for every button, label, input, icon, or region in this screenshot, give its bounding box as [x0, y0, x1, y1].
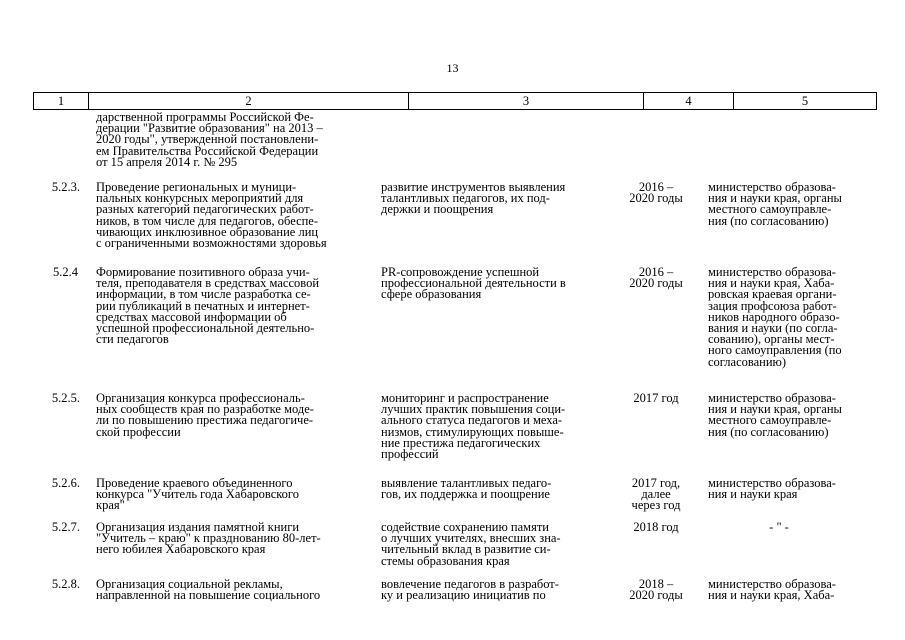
row-action: Проведение региональных и муници- пальных конкурсных мероприятий для разных категорий педагогических работ- ников, в том числе для педагогов, обеспе- чивающих инклюзивное образование лиц с ограниченными возможностями здоровья — [96, 180, 327, 251]
row-term: 2017 год — [633, 391, 679, 405]
row-result: содействие сохранению памяти о лучших учителях, внесших зна- чительный вклад в развитие си- стемы образования края — [381, 520, 561, 568]
row-action: Организация социальной рекламы, направленной на повышение социального — [96, 577, 321, 603]
row-action: Проведение краевого объединенного конкурса "Учитель года Хабаровского края" — [96, 476, 300, 513]
row-number: 5.2.8. — [51, 577, 80, 591]
row-executor: министерство образова- ния и науки края, Хаба- ровская краевая органи- зация профсоюза работ- ников народного образо- вания и науки (по согла- сованию), органы мест- ного самоуправления (по согласованию) — [708, 265, 842, 369]
row-executor: министерство образова- ния и науки края, органы местного самоуправле- ния (по согласованию) — [708, 391, 842, 439]
header-col-4: 4 — [644, 93, 734, 109]
row-action: Организация конкурса профессиональ- ных сообществ края по разработке моде- ли по повышению престижа педагогиче- ской профессии — [96, 391, 314, 439]
row-result: выявление талантливых педаго- гов, их поддержка и поощрение — [381, 476, 552, 502]
row-result: PR-сопровождение успешной профессиональной деятельности в сфере образования — [381, 265, 566, 302]
row-number: 5.2.3. — [51, 180, 80, 194]
row-term: 2017 год, далее через год — [631, 476, 681, 513]
continuation-text: дарственной программы Российской Фе- дерации "Развитие образования" на 2013 – 2020 годы", утвержденной постановлени- ем Правительства Российской Федерации от 15 апреля 2014 г. № 295 — [96, 110, 323, 169]
table-header-row — [33, 92, 877, 110]
row-term: 2018 год — [633, 520, 679, 534]
row-action: Организация издания памятной книги "Учитель – краю" к празднованию 80-лет- него юбилея Хабаровского края — [96, 520, 321, 557]
row-executor: министерство образова- ния и науки края, Хаба- — [708, 577, 836, 603]
row-number: 5.2.7. — [51, 520, 80, 534]
row-number: 5.2.4 — [53, 265, 78, 279]
row-result: мониторинг и распространение лучших практик повышения соци- ального статуса педагогов и меха- низмов, стимулирующих повыше- ние престижа педагогических профессий — [381, 391, 566, 462]
row-number: 5.2.6. — [51, 476, 80, 490]
row-term: 2016 – 2020 годы — [629, 265, 683, 291]
row-result: вовлечение педагогов в разработ- ку и реализацию инициатив по — [381, 577, 559, 603]
header-col-2: 2 — [89, 93, 409, 109]
row-executor: министерство образова- ния и науки края, органы местного самоуправле- ния (по согласованию) — [708, 180, 842, 228]
row-term: 2016 – 2020 годы — [629, 180, 683, 206]
row-term: 2018 – 2020 годы — [629, 577, 683, 603]
header-col-5: 5 — [801, 94, 809, 108]
page-number: 13 — [446, 61, 459, 75]
row-executor: министерство образова- ния и науки края — [708, 476, 836, 502]
row-action: Формирование позитивного образа учи- теля, преподавателя в средствах массовой информации, в том числе разработка се- рии публикаций в печатных и интернет- средствах массовой информации об успешной профессиональной деятельно- сти педагогов — [96, 265, 320, 347]
header-col-3: 3 — [409, 93, 644, 109]
row-result: развитие инструментов выявления талантливых педагогов, их под- держки и поощрения — [381, 180, 566, 217]
row-number: 5.2.5. — [51, 391, 80, 405]
header-col-1: 1 — [34, 93, 89, 109]
row-executor: - " - — [769, 520, 789, 534]
